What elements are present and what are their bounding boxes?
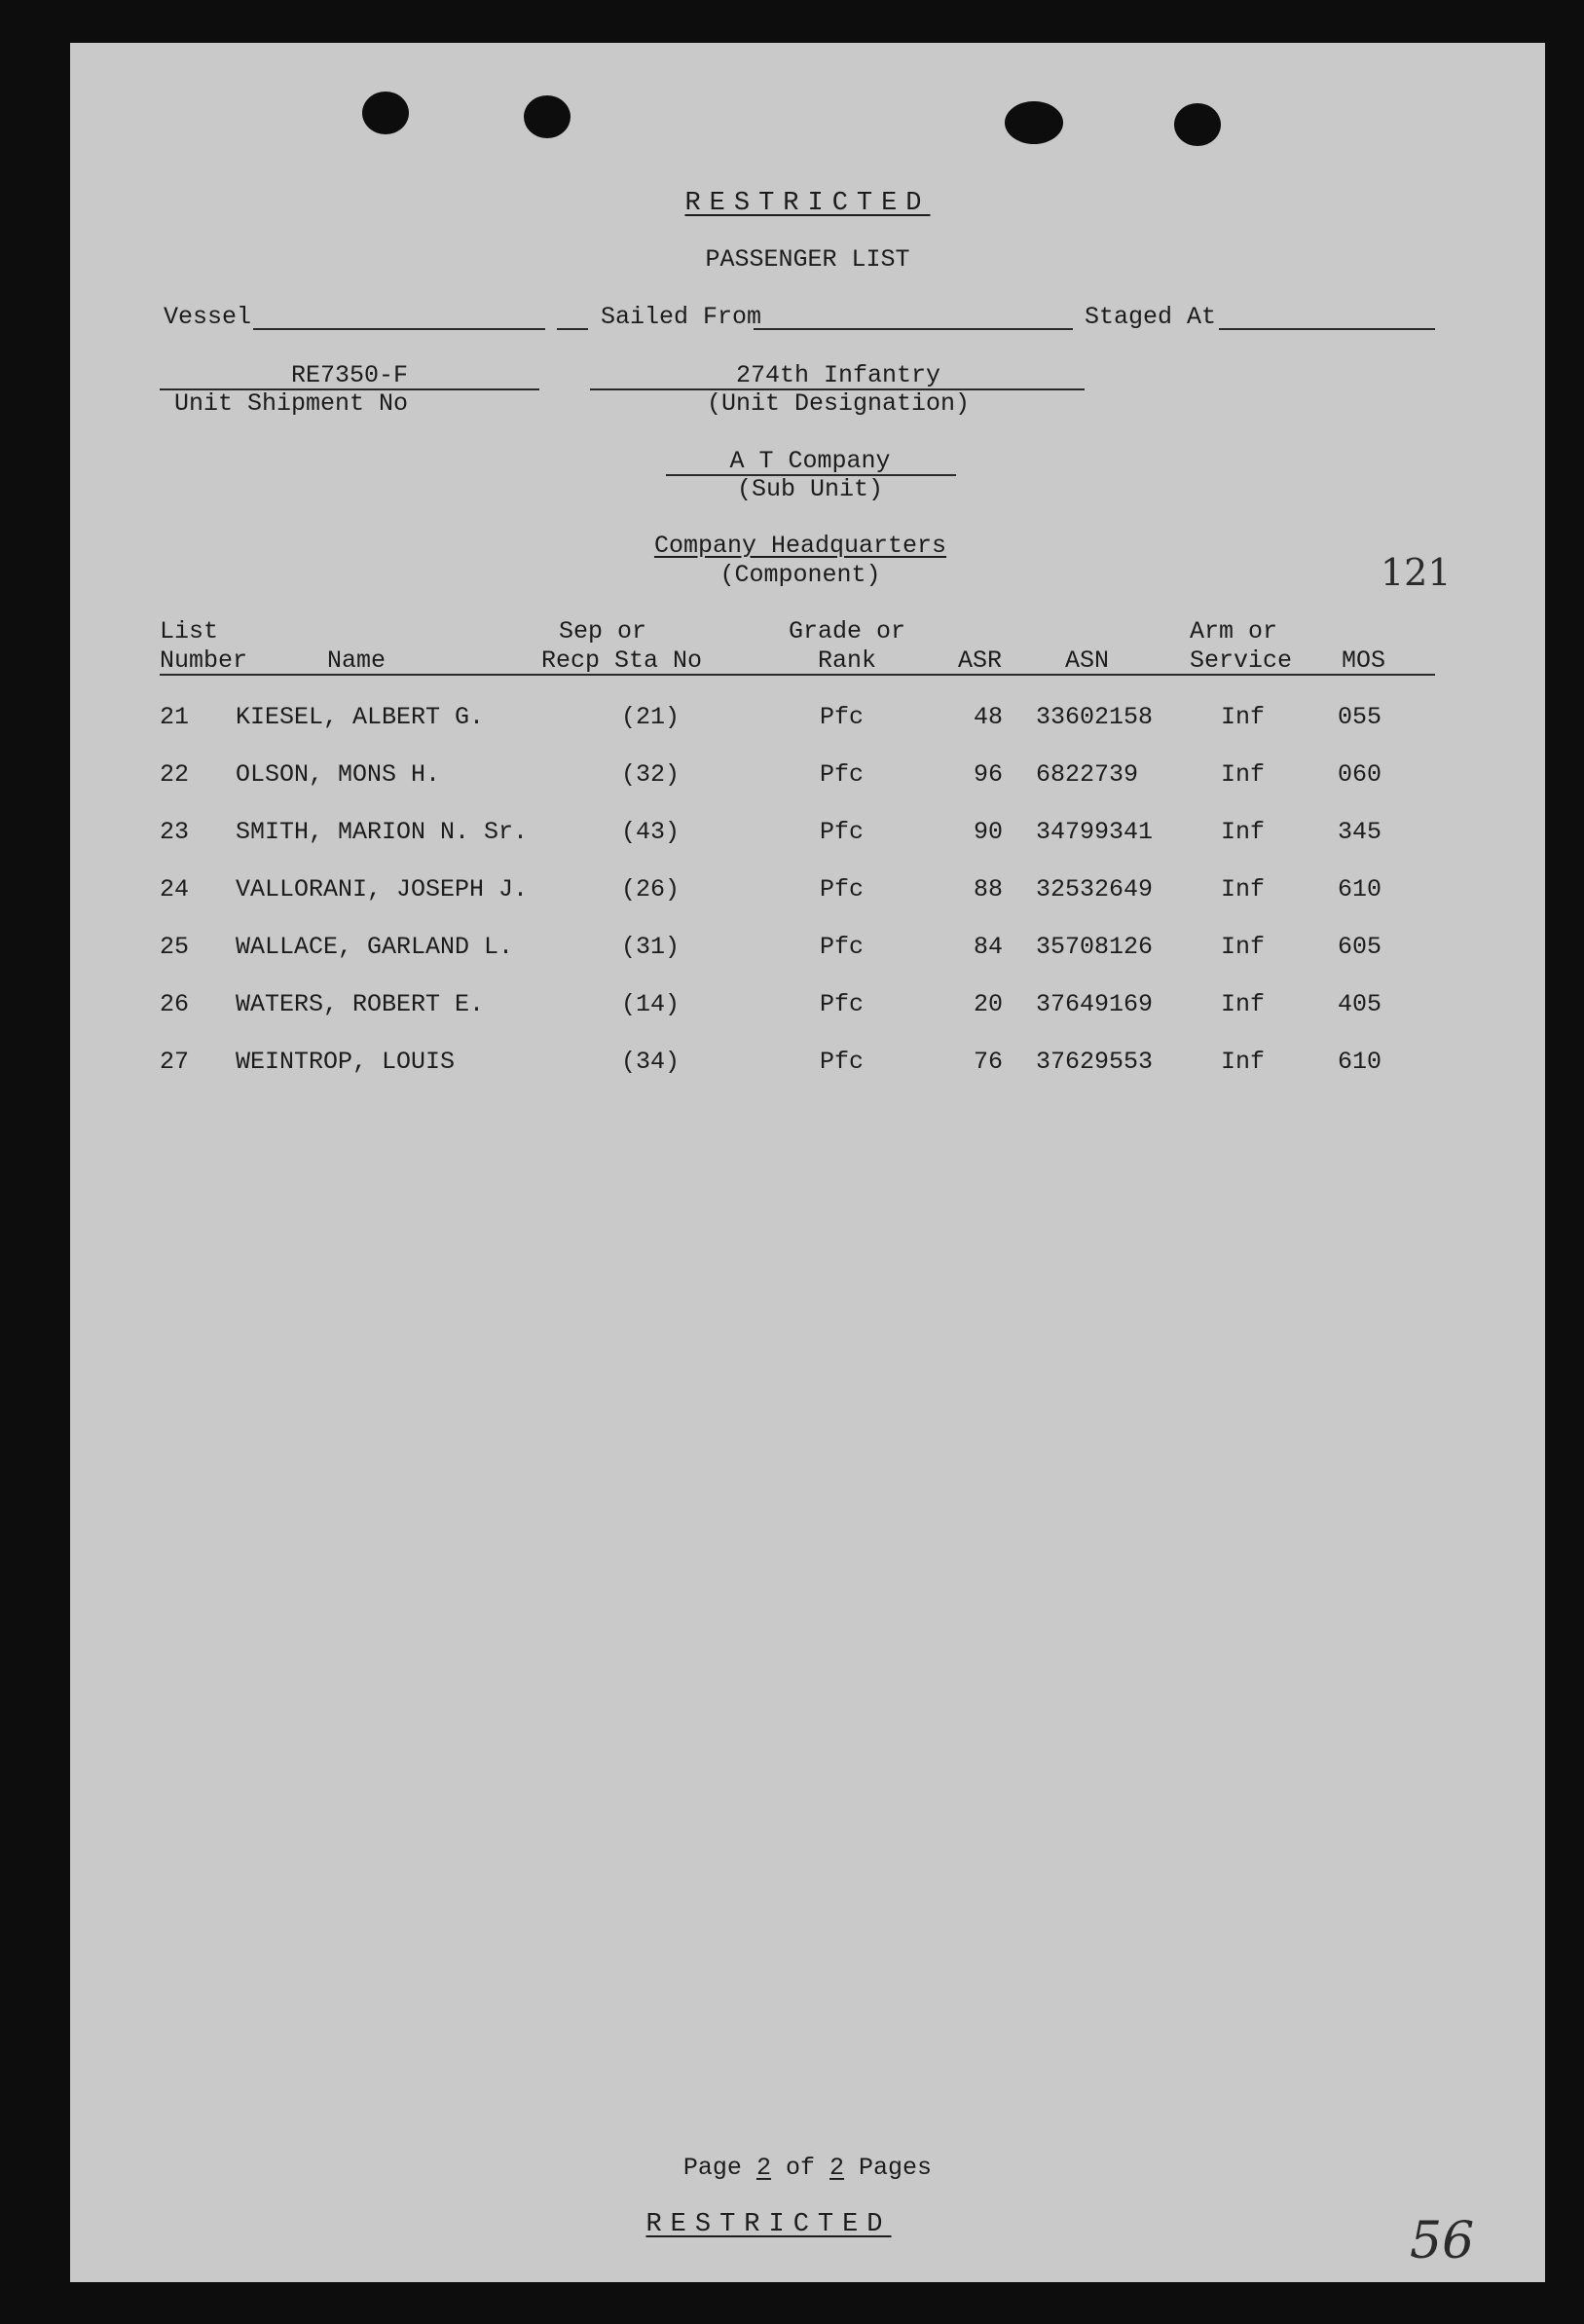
- page-total: 2: [829, 2154, 845, 2182]
- row-number: 24: [160, 875, 190, 904]
- row-arm: Inf: [1221, 875, 1266, 904]
- row-arm: Inf: [1221, 933, 1266, 961]
- row-asn: 33602158: [1036, 703, 1154, 731]
- row-asn: 37649169: [1036, 990, 1154, 1018]
- page-indicator: [70, 2154, 1545, 2182]
- row-mos: 345: [1338, 818, 1382, 846]
- staged-at-field-line: [1219, 328, 1435, 330]
- row-number: 27: [160, 1048, 190, 1076]
- unit-shipment-label: Unit Shipment No: [173, 389, 409, 418]
- row-grade: Pfc: [820, 1048, 865, 1076]
- row-name: KIESEL, ALBERT G.: [236, 703, 485, 731]
- table-row: [70, 875, 1545, 908]
- table-header-rule: [160, 674, 1435, 676]
- row-grade: Pfc: [820, 760, 865, 789]
- col-header-asn: ASN: [1065, 646, 1110, 675]
- staged-at-label: Staged At: [1085, 303, 1217, 331]
- pages-label: Pages: [859, 2154, 933, 2182]
- row-asr: 96: [974, 760, 1004, 789]
- row-grade: Pfc: [820, 990, 865, 1018]
- col-header-list: List: [160, 617, 219, 646]
- row-number: 25: [160, 933, 190, 961]
- document-title: PASSENGER LIST: [705, 245, 910, 274]
- row-number: 23: [160, 818, 190, 846]
- punch-hole: [1174, 103, 1221, 146]
- row-grade: Pfc: [820, 933, 865, 961]
- row-mos: 610: [1338, 1048, 1382, 1076]
- row-mos: 060: [1338, 760, 1382, 789]
- table-row: [70, 703, 1545, 736]
- row-sep-no: (14): [621, 990, 681, 1018]
- row-mos: 610: [1338, 875, 1382, 904]
- component-value: Company Headquarters: [653, 532, 947, 560]
- col-header-rank: Rank: [818, 646, 877, 675]
- row-asn: 34799341: [1036, 818, 1154, 846]
- restricted-heading-top: RESTRICTED: [684, 189, 931, 218]
- row-arm: Inf: [1221, 818, 1266, 846]
- row-name: WEINTROP, LOUIS: [236, 1048, 456, 1076]
- row-name: WALLACE, GARLAND L.: [236, 933, 514, 961]
- punch-hole: [1005, 101, 1063, 144]
- document-page: [70, 43, 1545, 2282]
- page-label: Page: [682, 2154, 742, 2182]
- row-asn: 6822739: [1036, 760, 1139, 789]
- row-arm: Inf: [1221, 990, 1266, 1018]
- row-asr: 84: [974, 933, 1004, 961]
- row-name: VALLORANI, JOSEPH J.: [236, 875, 529, 904]
- row-name: WATERS, ROBERT E.: [236, 990, 485, 1018]
- punch-hole: [362, 92, 409, 134]
- col-header-sep-or: Sep or: [559, 617, 647, 646]
- row-arm: Inf: [1221, 1048, 1266, 1076]
- row-sep-no: (26): [621, 875, 681, 904]
- row-arm: Inf: [1221, 703, 1266, 731]
- punch-hole: [524, 95, 571, 138]
- row-asr: 48: [974, 703, 1004, 731]
- row-sep-no: (21): [621, 703, 681, 731]
- table-row: [70, 760, 1545, 793]
- table-row: [70, 990, 1545, 1023]
- row-grade: Pfc: [820, 875, 865, 904]
- vessel-field-line: [557, 328, 588, 330]
- row-asr: 76: [974, 1048, 1004, 1076]
- sub-unit-value: A T Company: [729, 447, 891, 475]
- row-name: OLSON, MONS H.: [236, 760, 441, 789]
- page-number: 2: [755, 2154, 771, 2182]
- row-sep-no: (32): [621, 760, 681, 789]
- row-asr: 20: [974, 990, 1004, 1018]
- sailed-from-field-line: [754, 328, 1073, 330]
- col-header-number: Number: [160, 646, 248, 675]
- row-sep-no: (43): [621, 818, 681, 846]
- col-header-asr: ASR: [958, 646, 1003, 675]
- col-header-grade-or: Grade or: [789, 617, 906, 646]
- unit-shipment-value: RE7350-F: [290, 361, 409, 389]
- row-sep-no: (31): [621, 933, 681, 961]
- page-stamp-number: 121: [1381, 551, 1452, 594]
- row-asn: 37629553: [1036, 1048, 1154, 1076]
- table-row: [70, 818, 1545, 851]
- col-header-name: Name: [327, 646, 387, 675]
- sailed-from-label: Sailed From: [601, 303, 762, 331]
- row-number: 26: [160, 990, 190, 1018]
- row-mos: 405: [1338, 990, 1382, 1018]
- row-sep-no: (34): [621, 1048, 681, 1076]
- col-header-recp-sta-no: Recp Sta No: [541, 646, 703, 675]
- row-asn: 32532649: [1036, 875, 1154, 904]
- row-asn: 35708126: [1036, 933, 1154, 961]
- col-header-mos: MOS: [1342, 646, 1386, 675]
- row-number: 21: [160, 703, 190, 731]
- row-mos: 605: [1338, 933, 1382, 961]
- restricted-heading-bottom: RESTRICTED: [645, 2210, 892, 2239]
- row-name: SMITH, MARION N. Sr.: [236, 818, 529, 846]
- row-grade: Pfc: [820, 703, 865, 731]
- row-asr: 90: [974, 818, 1004, 846]
- component-label: (Component): [719, 561, 881, 589]
- row-grade: Pfc: [820, 818, 865, 846]
- table-row: [70, 1048, 1545, 1081]
- col-header-service: Service: [1190, 646, 1293, 675]
- of-label: of: [785, 2154, 815, 2182]
- unit-designation-label: (Unit Designation): [706, 389, 971, 418]
- row-arm: Inf: [1221, 760, 1266, 789]
- row-number: 22: [160, 760, 190, 789]
- vessel-label: Vessel: [164, 303, 252, 331]
- sub-unit-label: (Sub Unit): [736, 475, 884, 503]
- row-mos: 055: [1338, 703, 1382, 731]
- table-row: [70, 933, 1545, 966]
- handwritten-note: 56: [1410, 2212, 1475, 2270]
- vessel-field-line: [253, 328, 545, 330]
- col-header-arm-or: Arm or: [1190, 617, 1278, 646]
- row-asr: 88: [974, 875, 1004, 904]
- unit-designation-value: 274th Infantry: [735, 361, 941, 389]
